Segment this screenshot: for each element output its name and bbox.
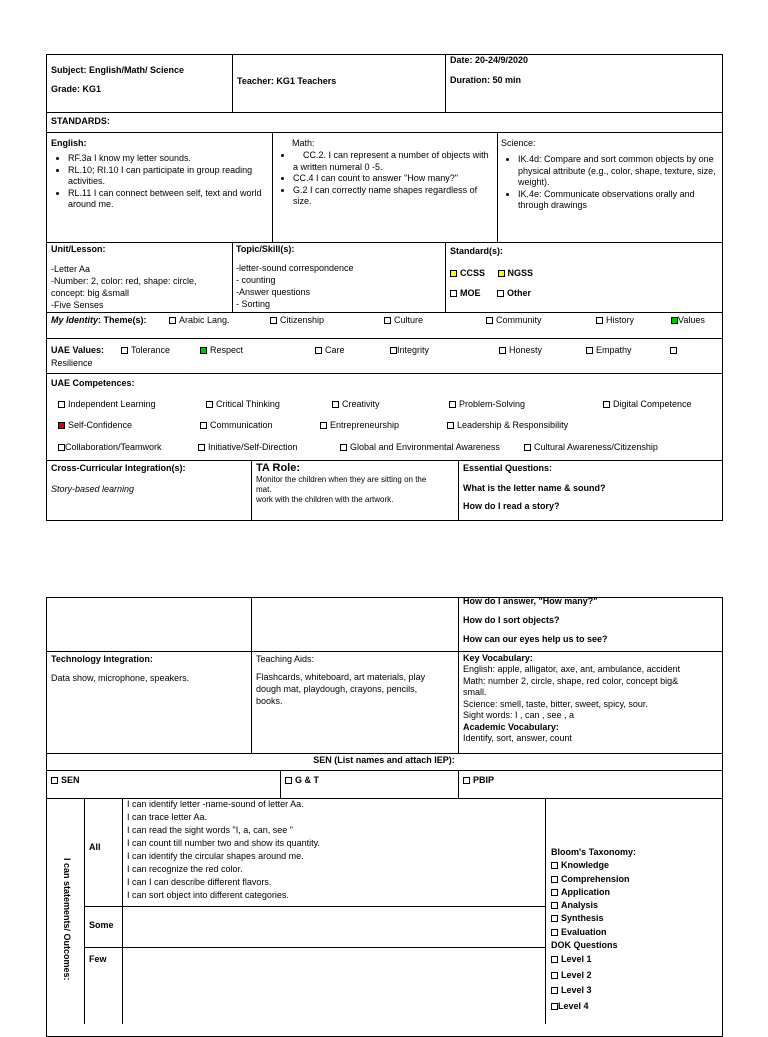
standard-types-title: Standard(s): [450, 246, 504, 256]
value-care[interactable]: Care [315, 345, 345, 355]
duration-label: Duration: 50 min [450, 75, 522, 85]
unit-line-4: -Five Senses [51, 300, 104, 310]
essential-title: Essential Questions: [463, 463, 553, 473]
dok-level-1[interactable]: Level 1 [551, 952, 636, 968]
comp-problem[interactable]: Problem-Solving [449, 399, 525, 409]
outcome-4: I can count till number two and show its quantity. [127, 838, 320, 848]
bloom-evaluation[interactable]: Evaluation [551, 926, 636, 939]
outcome-7: I can I can describe different flavors. [127, 877, 272, 887]
outcomes-some-label: Some [89, 920, 114, 930]
teaching-aids-title: Teaching Aids: [256, 654, 315, 664]
bloom-taxonomy [551, 846, 636, 1014]
aids-line-3: books. [256, 696, 283, 706]
vocab-science: Science: smell, taste, bitter, sweet, spicy, sour. [463, 698, 648, 709]
essential-q3: How do I answer, "How many?" [463, 596, 598, 606]
science-standard-1: • IK.4d: Compare and sort common objects by one physical attribute (e.g., color, shape, texture, size, weight). [518, 154, 719, 189]
value-resilience-checkbox[interactable] [670, 345, 680, 355]
theme-citizenship[interactable]: Citizenship [270, 315, 324, 325]
value-integrity[interactable]: Integrity [390, 345, 429, 355]
date-label: Date: 20-24/9/2020 [450, 55, 529, 65]
outcome-1: I can identify letter -name-sound of letter Aa. [127, 799, 304, 809]
ngss-checkbox[interactable]: NGSS [498, 268, 534, 278]
competences-title: UAE Competences: [51, 378, 135, 388]
comp-self-confidence[interactable]: Self-Confidence [58, 420, 132, 430]
topic-line-4: - Sorting [236, 299, 271, 309]
outcome-8: I can sort object into different categories. [127, 890, 289, 900]
aids-line-2: dough mat, playdough, crayons, pencils, [256, 684, 418, 694]
vocab-english: English: apple, alligator, axe, ant, ambulance, accident [463, 664, 681, 674]
math-title: Math [292, 138, 313, 148]
math-standard-3: • G.2 I can correctly name shapes regardless of size. [293, 185, 492, 208]
vocab-math-cont: small. [463, 687, 487, 697]
teaching-aids [256, 671, 425, 707]
aids-line-1: Flashcards, whiteboard, art materials, play [256, 672, 426, 682]
essential-q4: How do I sort objects? [463, 615, 560, 625]
ta-title: TA Role: [256, 462, 300, 474]
theme-community[interactable]: Community [486, 315, 542, 325]
theme-arabic[interactable]: Arabic Lang. [169, 315, 230, 325]
topic-line-1: -letter-sound correspondence [236, 263, 354, 273]
outcome-3: I can read the sight words "I, a, can, see " [127, 825, 293, 835]
gt-checkbox[interactable]: G & T [285, 775, 319, 785]
comp-critical[interactable]: Critical Thinking [206, 399, 280, 409]
essential-q1: What is the letter name & sound? [463, 483, 606, 493]
bloom-comprehension[interactable]: Comprehension [551, 873, 636, 886]
essential-q2: How do I read a story? [463, 501, 560, 511]
theme-culture[interactable]: Culture [384, 315, 423, 325]
dok-title: DOK Questions [551, 940, 618, 951]
identity-label: My Identity: Theme(s): [51, 315, 147, 325]
ta-line-2: mat. [256, 485, 272, 494]
english-standard-2: • RL.10; RI.10 I can participate in group reading activities. [68, 165, 267, 188]
value-resilience: Resilience [51, 358, 93, 368]
other-checkbox[interactable]: Other [497, 288, 531, 298]
standards-title: STANDARDS: [51, 116, 110, 126]
topic-line-3: -Answer questions [236, 287, 311, 297]
bloom-analysis[interactable]: Analysis [551, 899, 636, 912]
unit-line-3: concept: big &small [51, 288, 130, 298]
vocab-math: Math: number 2, circle, shape, red color, concept big& [463, 675, 679, 686]
outcome-2: I can trace letter Aa. [127, 812, 208, 822]
comp-independent[interactable]: Independent Learning [58, 399, 156, 409]
ta-line-3: work with the children with the artwork. [256, 495, 394, 504]
english-standards: English: • RF.3a I know my letter sounds. • RL.10; RI.10 I can participate in group reading activities. • RL.11 I can connect between self, text and world around me. [51, 138, 267, 211]
dok-level-2[interactable]: Level 2 [551, 968, 636, 984]
value-empathy[interactable]: Empathy [586, 345, 632, 355]
cross-value: Story-based learning [51, 484, 135, 494]
academic-vocab: Identify, sort, answer, count [463, 733, 572, 743]
ta-role [256, 475, 426, 505]
outcomes-all-list [127, 798, 320, 902]
english-standard-3: • RL.11 I can connect between self, text and world around me. [68, 188, 267, 211]
unit-title: Unit/Lesson: [51, 244, 106, 254]
value-respect[interactable]: Respect [200, 345, 243, 355]
comp-creativity[interactable]: Creativity [332, 399, 380, 409]
cross-title: Cross-Curricular Integration(s): [51, 463, 186, 473]
science-standards: Science: • IK.4d: Compare and sort common objects by one physical attribute (e.g., color, shape, texture, size, weight). • IK.4e: Communicate observations orally and through drawings [501, 138, 719, 212]
value-honesty[interactable]: Honesty [499, 345, 542, 355]
math-standards: Math: • CC.2. I can represent a number of objects with a written numeral 0 -5. • CC.4 I can count to answer "How many?" • G.2 I can correctly name shapes regardless of size. [276, 138, 492, 208]
comp-collaboration[interactable]: Collaboration/Teamwork [58, 442, 162, 452]
comp-cultural[interactable]: Cultural Awareness/Citizenship [524, 442, 658, 452]
sen-title: SEN (List names and attach IEP): [313, 755, 455, 765]
comp-leadership[interactable]: Leadership & Responsibility [447, 420, 568, 430]
comp-entrepreneurship[interactable]: Entrepreneurship [320, 420, 399, 430]
tech-value: Data show, microphone, speakers. [51, 673, 190, 683]
outcomes-few-label: Few [89, 954, 107, 964]
teacher-label: Teacher: KG1 Teachers [237, 76, 337, 86]
english-standard-1: • RF.3a I know my letter sounds. [68, 153, 267, 165]
subject-label: Subject: English/Math/ Science [51, 65, 185, 75]
academic-vocab-title: Academic Vocabulary: [463, 721, 559, 732]
comp-global[interactable]: Global and Environmental Awareness [340, 442, 500, 452]
bloom-synthesis[interactable]: Synthesis [551, 912, 636, 925]
theme-history[interactable]: History [596, 315, 634, 325]
unit-line-2: -Number: 2, color: red, shape: circle, [51, 276, 197, 286]
uae-values-label: UAE Values: [51, 345, 105, 355]
math-standard-1: • CC.2. I can represent a number of objects with a written numeral 0 -5. [293, 150, 492, 173]
dok-level-4[interactable]: Level 4 [551, 999, 636, 1015]
ccss-checkbox[interactable]: CCSS [450, 268, 485, 278]
sen-checkbox[interactable]: SEN [51, 775, 80, 785]
grade-label: Grade: KG1 [51, 84, 102, 94]
outcomes-all-label: All [89, 842, 101, 852]
moe-checkbox[interactable]: MOE [450, 288, 481, 298]
tech-title: Technology Integration: [51, 654, 153, 664]
dok-level-3[interactable]: Level 3 [551, 983, 636, 999]
outcome-6: I can recognize the red color. [127, 864, 243, 874]
standard-types [450, 246, 533, 298]
science-standard-2: • IK.4e: Communicate observations orally and through drawings [518, 189, 719, 212]
unit-line-1: -Letter Aa [51, 264, 91, 274]
vocab-sight-words: Sight words: I , can , see , a [463, 710, 575, 720]
outcomes-vertical-label: I can statements/ Outcomes: [62, 858, 72, 981]
comp-initiative[interactable]: Initiative/Self-Direction [198, 442, 298, 452]
ta-line-1: Monitor the children when they are sitting on the [256, 475, 427, 484]
topic-title: Topic/Skill(s): [236, 244, 295, 254]
math-standard-2: • CC.4 I can count to answer "How many?" [293, 173, 492, 185]
bloom-application[interactable]: Application [551, 886, 636, 899]
bloom-title: Bloom's Taxonomy: [551, 847, 636, 857]
pbip-checkbox[interactable]: PBIP [463, 775, 494, 785]
comp-communication[interactable]: Communication [200, 420, 273, 430]
vocab-title: Key Vocabulary: [463, 653, 533, 663]
comp-digital[interactable]: Digital Competence [603, 399, 692, 409]
english-title: English [51, 138, 84, 148]
topic-skill [236, 244, 354, 310]
unit-lesson [51, 244, 197, 311]
outcome-5: I can identify the circular shapes around me. [127, 851, 304, 861]
topic-line-2: - counting [236, 275, 276, 285]
bloom-knowledge[interactable]: Knowledge [551, 859, 636, 872]
key-vocabulary [463, 653, 680, 745]
essential-q5: How can our eyes help us to see? [463, 634, 608, 644]
theme-values[interactable]: Values [671, 315, 705, 325]
science-title: Science [501, 138, 534, 148]
value-tolerance[interactable]: Tolerance [121, 345, 170, 355]
